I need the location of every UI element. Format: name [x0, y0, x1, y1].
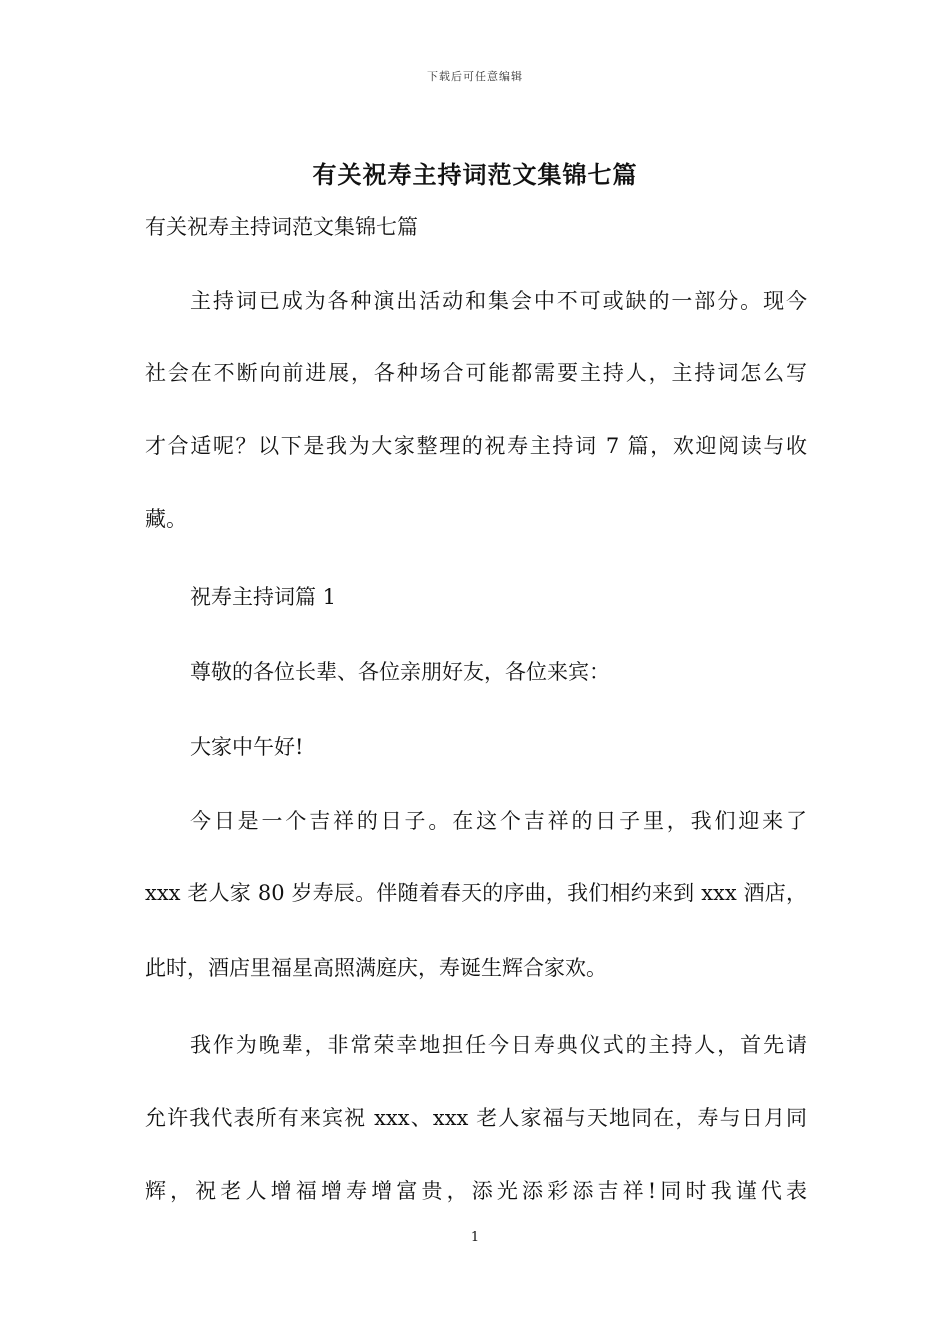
paragraph-line: 社会在不断向前进展，各种场合可能都需要主持人，主持词怎么写 [145, 361, 807, 385]
section-heading: 祝寿主持词篇 1 [190, 585, 337, 609]
header-note: 下载后可任意编辑 [427, 70, 523, 83]
paragraph-line: 辉，祝老人增福增寿增富贵，添光添彩添吉祥!同时我谨代表 [145, 1179, 807, 1203]
paragraph-line: 我作为晚辈，非常荣幸地担任今日寿典仪式的主持人，首先请 [190, 1033, 807, 1057]
paragraph-line: 才合适呢？以下是我为大家整理的祝寿主持词 7 篇，欢迎阅读与收 [145, 434, 807, 458]
paragraph-line: 允许我代表所有来宾祝 xxx、xxx 老人家福与天地同在，寿与日月同 [145, 1106, 807, 1130]
paragraph-line: 此时，酒店里福星高照满庭庆，寿诞生辉合家欢。 [145, 956, 607, 980]
paragraph-line: 今日是一个吉祥的日子。在这个吉祥的日子里，我们迎来了 [190, 809, 807, 833]
page-number: 1 [470, 1230, 480, 1245]
paragraph-line: 藏。 [145, 507, 187, 531]
paragraph-line: 尊敬的各位长辈、各位亲朋好友，各位来宾： [190, 660, 610, 684]
paragraph-line: 大家中午好! [190, 735, 304, 759]
paragraph-line: 主持词已成为各种演出活动和集会中不可或缺的一部分。现今 [190, 289, 807, 313]
document-title: 有关祝寿主持词范文集锦七篇 [312, 160, 638, 189]
document-subtitle: 有关祝寿主持词范文集锦七篇 [145, 215, 418, 239]
paragraph-line: xxx 老人家 80 岁寿辰。伴随着春天的序曲，我们相约来到 xxx 酒店， [145, 881, 807, 905]
